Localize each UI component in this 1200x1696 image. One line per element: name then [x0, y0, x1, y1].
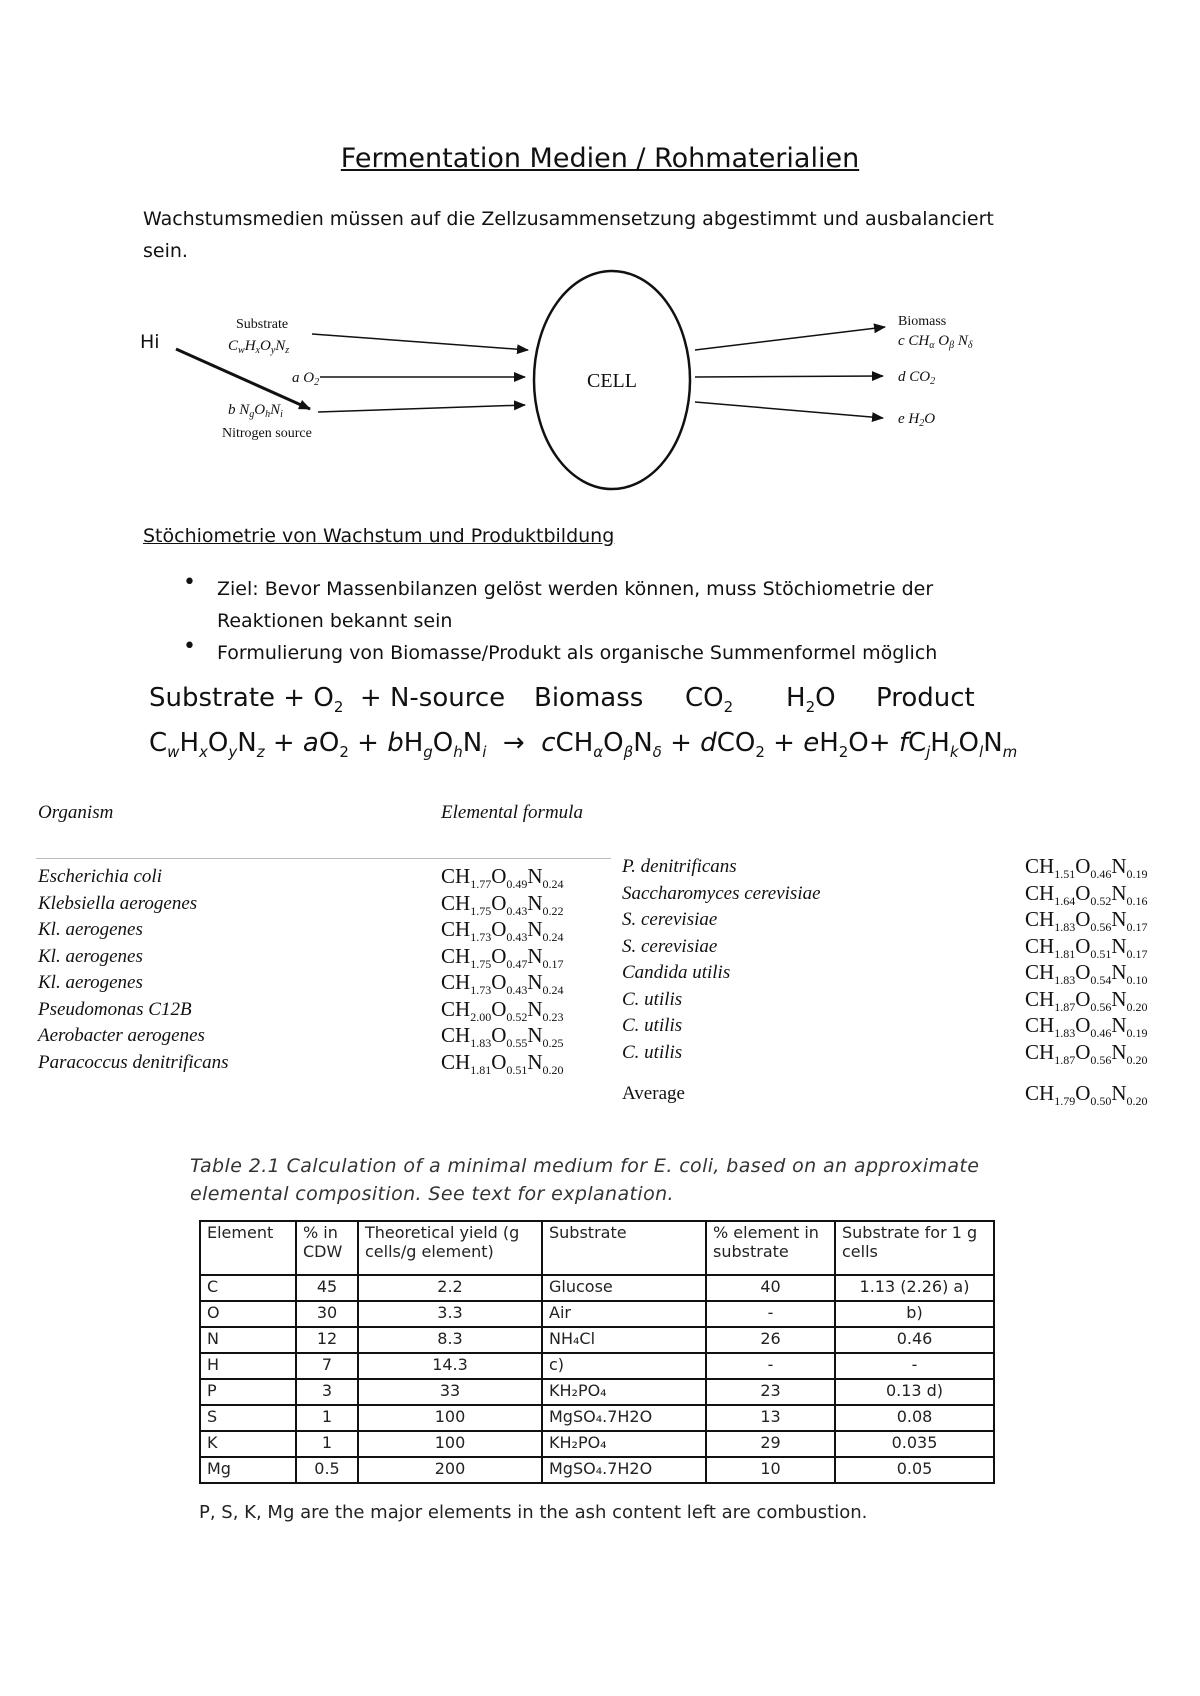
header-cell: Element: [200, 1221, 296, 1275]
table-cell: 0.08: [835, 1405, 994, 1431]
biomass-formula: c $CH_\alpha$ $O_\beta$ $N_\delta$: [898, 333, 973, 351]
table-cell: KH₂PO₄: [542, 1431, 706, 1457]
table-cell: Mg: [200, 1457, 296, 1483]
equation-label-inputs: Substrate + $O_2$ + N-source: [149, 683, 506, 717]
bullet-text: Ziel: Bevor Massenbilanzen gelöst werden können, muss Stöchiometrie der Reaktionen bekannt sein: [217, 578, 934, 632]
table-cell: 1.13 (2.26) a): [835, 1275, 994, 1301]
table-cell: 2.2: [358, 1275, 542, 1301]
biomass-label: Biomass: [898, 314, 947, 329]
table-row: [200, 1275, 994, 1301]
table-cell: b): [835, 1301, 994, 1327]
equation-label-product: Product: [876, 683, 975, 713]
table-cell: Air: [542, 1301, 706, 1327]
page-title: Fermentation Medien / Rohmaterialien: [340, 143, 860, 174]
table-cell: N: [200, 1327, 296, 1353]
organism-formula: $CH_{1.81}O_{0.51}N_{0.17}$: [1025, 933, 1148, 961]
organism-name: Saccharomyces cerevisiae: [622, 882, 821, 904]
cell-stoichiometry-diagram: [140, 262, 1020, 502]
table-row: [200, 1457, 994, 1483]
cell-label: CELL: [587, 370, 637, 392]
table-cell: 0.035: [835, 1431, 994, 1457]
substrate-formula: $C_wH_xO_yN_z$: [228, 338, 290, 356]
organism-formula: $CH_{1.83}O_{0.56}N_{0.17}$: [1025, 907, 1148, 935]
organism-formula: $CH_{1.83}O_{0.54}N_{0.10}$: [1025, 960, 1148, 988]
table-row: [200, 1327, 994, 1353]
organism-formula: $CH_{1.51}O_{0.46}N_{0.19}$: [1025, 854, 1148, 882]
organism-table-divider: [36, 858, 611, 859]
table-cell: 3.3: [358, 1301, 542, 1327]
table-cell: 29: [706, 1431, 835, 1457]
table-footnote: P, S, K, Mg are the major elements in the ash content left are combustion.: [199, 1502, 868, 1523]
table-cell: Glucose: [542, 1275, 706, 1301]
table-row: [200, 1431, 994, 1457]
table-row: [200, 1405, 994, 1431]
organism-formula: $CH_{1.87}O_{0.56}N_{0.20}$: [1025, 1039, 1148, 1067]
table-cell: 100: [358, 1431, 542, 1457]
intro-paragraph: Wachstumsmedien müssen auf die Zellzusammensetzung abgestimmt und ausbalanciert sein.: [143, 208, 994, 262]
table-cell: 200: [358, 1457, 542, 1483]
organism-formula: $CH_{1.77}O_{0.49}N_{0.24}$: [441, 864, 564, 892]
reaction-equation: $C_wH_xO_yN_z + aO_2 + bH_gO_hN_i \to cCH_\alpha O_\beta N_\delta + dCO_2 + eH_2O+ fC_jH_kO_lN_m$: [149, 728, 1018, 762]
table-cell: 12: [296, 1327, 358, 1353]
organism-formula: $CH_{1.83}O_{0.55}N_{0.25}$: [441, 1023, 564, 1051]
organism-table-header-organism: Organism: [38, 802, 114, 823]
table-cell: 10: [706, 1457, 835, 1483]
header-cell: Theoretical yield (g cells/g element): [358, 1221, 542, 1275]
table-cell: 26: [706, 1327, 835, 1353]
organism-formula: $CH_{1.83}O_{0.46}N_{0.19}$: [1025, 1013, 1148, 1041]
table-cell: 1: [296, 1431, 358, 1457]
table-cell: S: [200, 1405, 296, 1431]
table-cell: 14.3: [358, 1353, 542, 1379]
table-cell: -: [835, 1353, 994, 1379]
organism-name: C. utilis: [622, 1015, 683, 1036]
table-cell: 8.3: [358, 1327, 542, 1353]
table-cell: 0.05: [835, 1457, 994, 1483]
organism-name: Escherichia coli: [38, 866, 162, 887]
table-cell: K: [200, 1431, 296, 1457]
section-heading: Stöchiometrie von Wachstum und Produktbildung: [143, 525, 615, 547]
table-cell: NH₄Cl: [542, 1327, 706, 1353]
table-cell: -: [706, 1301, 835, 1327]
organism-table-header-formula: Elemental formula: [441, 802, 583, 823]
organism-formula: $CH_{1.87}O_{0.56}N_{0.20}$: [1025, 986, 1148, 1014]
organism-name: Candida utilis: [622, 962, 731, 983]
table-row: [200, 1379, 994, 1405]
table-cell: c): [542, 1353, 706, 1379]
table-cell: 23: [706, 1379, 835, 1405]
table-cell: 1: [296, 1405, 358, 1431]
organism-formula: $CH_{1.75}O_{0.43}N_{0.22}$: [441, 890, 564, 918]
medium-table: [199, 1220, 995, 1484]
equation-label-biomass: Biomass: [534, 683, 644, 713]
table-cell: 100: [358, 1405, 542, 1431]
organism-formula: $CH_{1.81}O_{0.51}N_{0.20}$: [441, 1049, 564, 1077]
organism-name: Klebsiella aerogenes: [38, 892, 198, 914]
table-cell: MgSO₄.7H2O: [542, 1457, 706, 1483]
table-cell: 13: [706, 1405, 835, 1431]
table-header-row: [200, 1221, 994, 1275]
table-row: [200, 1301, 994, 1327]
table-caption: Table 2.1 Calculation of a minimal medium for E. coli, based on an approximate elemental composition. See text for explanation.: [190, 1155, 980, 1205]
h2o-formula: e $H_2O$: [898, 411, 936, 429]
table-cell: 0.46: [835, 1327, 994, 1353]
average-label: Average: [622, 1083, 685, 1104]
table-row: [200, 1353, 994, 1379]
table-cell: 30: [296, 1301, 358, 1327]
organism-name: C. utilis: [622, 988, 683, 1010]
bullet-icon: •: [183, 570, 196, 595]
organism-name: Paracoccus denitrificans: [38, 1051, 229, 1073]
organism-name: P. denitrificans: [622, 856, 737, 877]
table-cell: O: [200, 1301, 296, 1327]
organism-name: S. cerevisiae: [622, 909, 718, 930]
table-cell: 3: [296, 1379, 358, 1405]
table-cell: 0.5: [296, 1457, 358, 1483]
organism-name: Kl. aerogenes: [38, 972, 143, 993]
organism-formula: $CH_{1.75}O_{0.47}N_{0.17}$: [441, 943, 564, 971]
nitrogen-formula: b $N_gO_hN_i$: [228, 402, 283, 420]
table-cell: H: [200, 1353, 296, 1379]
organism-formula: $CH_{1.73}O_{0.43}N_{0.24}$: [441, 917, 564, 945]
bullet-text: Formulierung von Biomasse/Produkt als organische Summenformel möglich: [217, 642, 938, 664]
table-cell: P: [200, 1379, 296, 1405]
table-cell: 33: [358, 1379, 542, 1405]
average-formula: $CH_{1.79}O_{0.50}N_{0.20}$: [1025, 1081, 1148, 1109]
table-cell: KH₂PO₄: [542, 1379, 706, 1405]
header-cell: % in CDW: [296, 1221, 358, 1275]
hi-label: Hi: [140, 331, 160, 353]
oxygen-formula: a $O_2$: [292, 370, 320, 388]
organism-name: S. cerevisiae: [622, 935, 718, 957]
table-cell: C: [200, 1275, 296, 1301]
organism-name: Pseudomonas C12B: [38, 998, 192, 1020]
table-cell: -: [706, 1353, 835, 1379]
header-cell: Substrate for 1 g cells: [835, 1221, 994, 1275]
bullet-icon: •: [183, 634, 196, 659]
header-cell: Substrate: [542, 1221, 706, 1275]
organism-name: Kl. aerogenes: [38, 919, 143, 940]
organism-name: Aerobacter aerogenes: [38, 1025, 205, 1046]
table-cell: 45: [296, 1275, 358, 1301]
table-cell: 0.13 d): [835, 1379, 994, 1405]
header-cell: % element in substrate: [706, 1221, 835, 1275]
table-cell: MgSO₄.7H2O: [542, 1405, 706, 1431]
organism-formula: $CH_{1.73}O_{0.43}N_{0.24}$: [441, 970, 564, 998]
equation-label-co2: $CO_2$: [685, 683, 734, 717]
organism-name: Kl. aerogenes: [38, 945, 143, 967]
table-cell: 7: [296, 1353, 358, 1379]
substrate-label: Substrate: [236, 317, 289, 332]
co2-formula: d $CO_2$: [898, 369, 936, 387]
organism-formula: $CH_{1.64}O_{0.52}N_{0.16}$: [1025, 880, 1148, 908]
nitrogen-label: Nitrogen source: [222, 426, 312, 441]
equation-label-h2o: $H_2O$: [786, 683, 836, 717]
table-cell: 40: [706, 1275, 835, 1301]
organism-name: C. utilis: [622, 1041, 683, 1063]
organism-formula: $CH_{2.00}O_{0.52}N_{0.23}$: [441, 996, 564, 1024]
